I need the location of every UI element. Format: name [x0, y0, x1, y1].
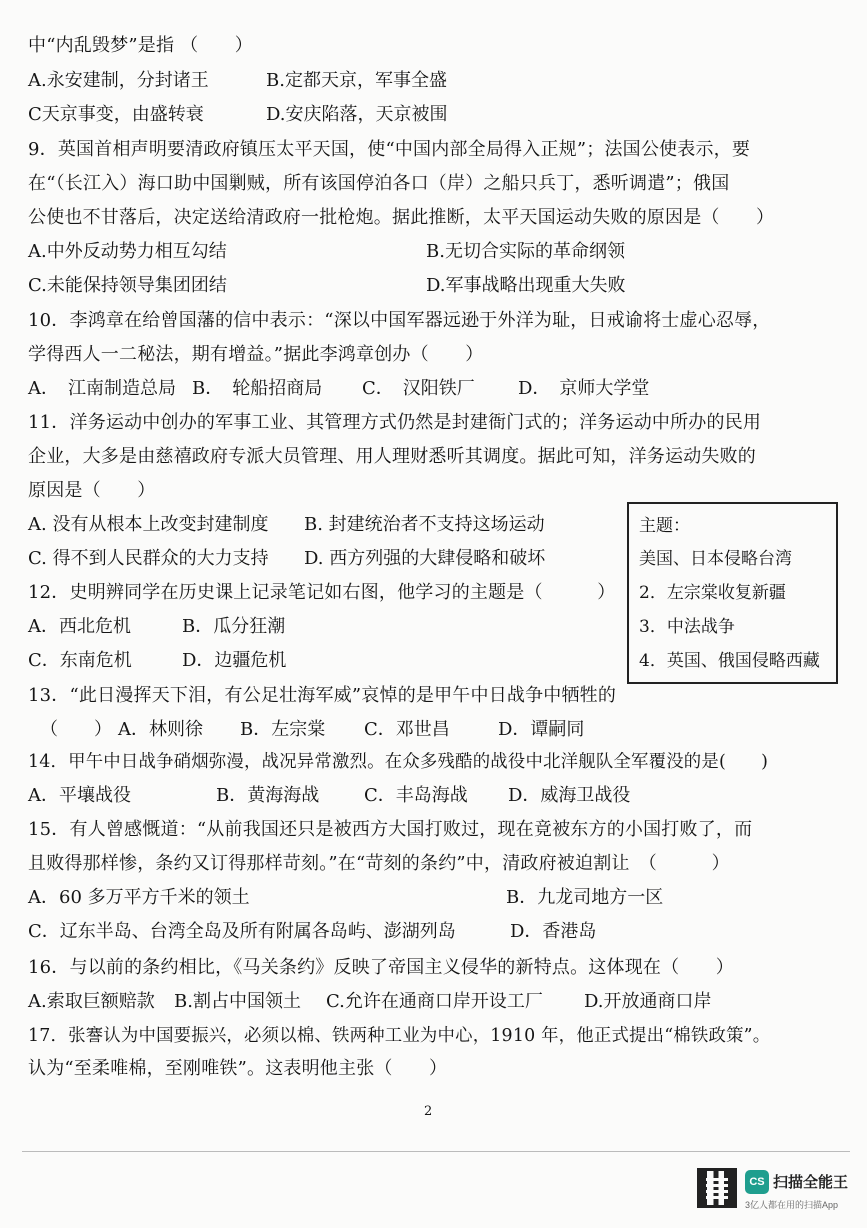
q13-option-c: C．邓世昌: [364, 719, 450, 740]
q16-option-c: C.允许在通商口岸开设工厂: [326, 991, 543, 1012]
q15-option-a: A．60 多万平方千米的领土: [28, 887, 250, 908]
notes-title: 主题：: [639, 516, 690, 536]
q11-stem-line3: 原因是（ ）: [28, 480, 156, 501]
q9-option-c: C.未能保持领导集团团结: [28, 275, 227, 296]
q11-option-b: B. 封建统治者不支持这场运动: [304, 514, 545, 535]
q15-stem-line1: 15．有人曾感慨道：“从前我国还只是被西方大国打败过，现在竟被东方的小国打败了，而: [28, 819, 753, 840]
q12-option-a: A．西北危机: [28, 616, 131, 637]
q14-option-d: D．威海卫战役: [508, 785, 631, 806]
q8-stem-tail: 中“内乱毁梦”是指 （ ）: [28, 35, 253, 56]
q14-stem: 14．甲午中日战争硝烟弥漫，战况异常激烈。在众多残酷的战役中北洋舰队全军覆没的是( ): [28, 752, 769, 772]
page-bottom-divider: [22, 1151, 850, 1152]
q12-option-b: B．瓜分狂潮: [182, 616, 286, 637]
q8-option-a: A.永安建制，分封诸王: [28, 70, 209, 91]
q10-option-c: C． 汉阳铁厂: [362, 378, 475, 399]
q14-option-b: B．黄海海战: [216, 785, 320, 806]
q12-stem: 12．史明辨同学在历史课上记录笔记如右图，他学习的主题是（ ）: [28, 582, 616, 603]
q9-stem-line3: 公使也不甘落后，决定送给清政府一批枪炮。据此推断，太平天国运动失败的原因是（ ）: [28, 207, 775, 228]
q11-stem-line2: 企业，大多是由慈禧政府专派大员管理、用人理财悉听其调度。据此可知，洋务运动失败的: [28, 446, 756, 467]
q13-option-d: D．谭嗣同: [498, 719, 585, 740]
q9-stem-line1: 9．英国首相声明要清政府镇压太平天国，使“中国内部全局得入正规”；法国公使表示，要: [28, 139, 751, 160]
q16-stem: 16．与以前的条约相比，《马关条约》反映了帝国主义侵华的新特点。这体现在（ ）: [28, 957, 734, 978]
q13-option-a: A．林则徐: [118, 719, 203, 740]
q11-stem-line1: 11．洋务运动中创办的军事工业、其管理方式仍然是封建衙门式的；洋务运动中所办的民用: [28, 412, 762, 433]
q17-stem-line2: 认为“至柔唯棉，至刚唯铁”。这表明他主张（ ）: [28, 1058, 448, 1079]
q15-option-d: D．香港岛: [510, 921, 597, 942]
q10-option-a: A． 江南制造总局: [28, 378, 176, 399]
q14-option-c: C．丰岛海战: [364, 785, 468, 806]
q9-stem-line2: 在“（长江入）海口助中国剿贼，所有该国停泊各口（岸）之船只兵丁，悉听调遣”；俄国: [28, 173, 730, 194]
q10-option-d: D． 京师大学堂: [518, 378, 650, 399]
q8-option-b: B.定都天京，军事全盛: [266, 70, 447, 91]
q15-stem-line2: 且败得那样惨，条约又订得那样苛刻。”在“苛刻的条约”中，清政府被迫割让 （ ）: [28, 853, 730, 874]
scanner-brand-name: 扫描全能王: [773, 1174, 849, 1191]
q10-stem-line2: 学得西人一二秘法，期有增益。”据此李鸿章创办（ ）: [28, 344, 484, 365]
q12-option-d: D．边疆危机: [182, 650, 287, 671]
q11-option-d: D. 西方列强的大肆侵略和破坏: [304, 548, 546, 569]
q12-option-c: C．东南危机: [28, 650, 132, 671]
q9-option-a: A.中外反动势力相互勾结: [28, 241, 227, 262]
qr-code-icon: [697, 1168, 737, 1208]
q15-option-c: C．辽东半岛、台湾全岛及所有附属各岛屿、澎湖列岛: [28, 921, 456, 942]
notes-item: 3．中法战争: [639, 617, 735, 637]
q17-stem-line1: 17．张謇认为中国要振兴，必须以棉、铁两种工业为中心，1910 年，他正式提出“棉铁政策”。: [28, 1026, 771, 1046]
q10-option-b: B． 轮船招商局: [192, 378, 323, 399]
notes-item: 4．英国、俄国侵略西藏: [639, 651, 820, 671]
q8-option-c: C天京事变，由盛转衰: [28, 104, 204, 125]
notes-item: 美国、日本侵略台湾: [639, 549, 792, 569]
camscanner-logo: CS: [745, 1170, 769, 1194]
q11-option-a: A. 没有从根本上改变封建制度: [28, 514, 269, 535]
q9-option-d: D.军事战略出现重大失败: [426, 275, 626, 296]
scanner-tagline: 3亿人都在用的扫描App: [745, 1200, 839, 1210]
q14-option-a: A．平壤战役: [28, 785, 131, 806]
q13-stem: 13．“此日漫挥天下泪，有公足壮海军威”哀悼的是甲午中日战争中牺牲的: [28, 685, 617, 706]
q13-answer-blank: （ ）: [40, 719, 112, 740]
q13-option-b: B．左宗棠: [240, 719, 326, 740]
q10-stem-line1: 10．李鸿章在给曾国藩的信中表示：“深以中国军器远逊于外洋为耻，日戒谕将士虚心忍辱，: [28, 310, 771, 331]
q8-option-d: D.安庆陷落，天京被围: [266, 104, 448, 125]
q9-option-b: B.无切合实际的革命纲领: [426, 241, 625, 262]
page-number: 2: [424, 1104, 433, 1119]
q16-option-a: A.索取巨额赔款: [28, 991, 155, 1012]
q15-option-b: B．九龙司地方一区: [506, 887, 664, 908]
q11-option-c: C. 得不到人民群众的大力支持: [28, 548, 269, 569]
q16-option-d: D.开放通商口岸: [584, 991, 712, 1012]
history-notes-box: [627, 502, 838, 684]
notes-item: 2．左宗棠收复新疆: [639, 583, 786, 603]
q16-option-b: B.割占中国领土: [174, 991, 301, 1012]
